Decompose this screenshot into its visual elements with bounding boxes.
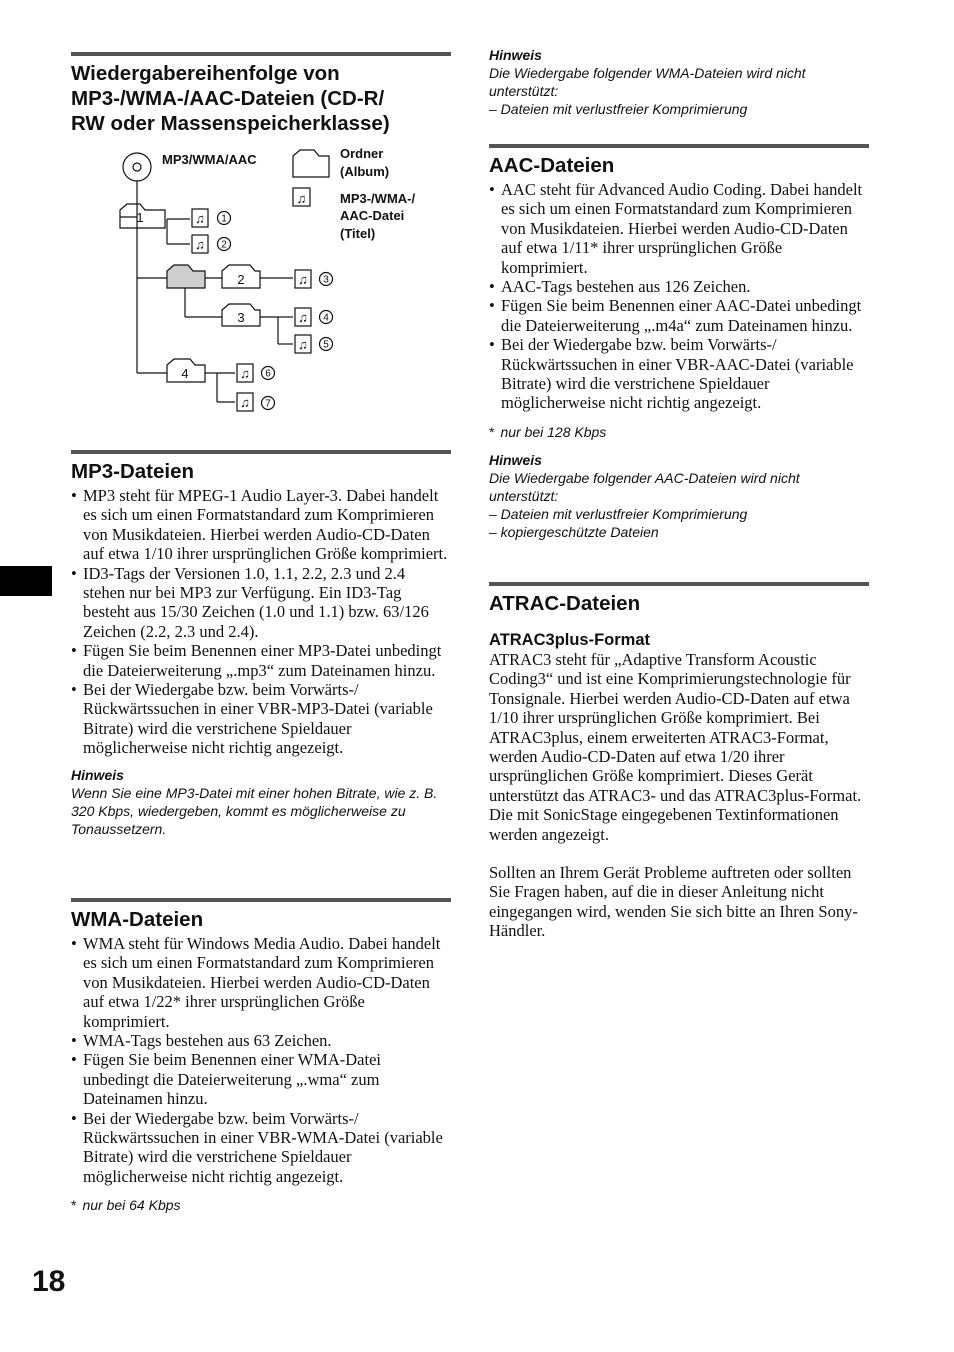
mp3-title: MP3-Dateien [71,460,195,483]
track-number: 5 [323,339,329,351]
aac-title: AAC-Dateien [489,154,615,177]
music-note-icon: ♫ [298,310,308,325]
note-line: – Dateien mit verlustfreier Komprimierung [489,101,748,117]
aac-section [489,144,869,541]
main-title-line: Wiedergabereihenfolge von [71,62,340,85]
music-note-icon: ♫ [240,395,250,410]
aac-footnote [489,423,869,441]
note-line: Die Wiedergabe folgender WMA-Dateien wird nicht unterstützt: [489,65,806,99]
note-title: Hinweis [489,451,542,468]
disc-label: MP3/WMA/AAC [162,152,257,167]
music-note-icon: ♫ [298,272,308,287]
main-title-line: RW oder Massenspeicherklasse) [71,112,390,135]
music-note-icon: ♫ [240,366,250,381]
list-item: • ID3-Tags der Versionen 1.0, 1.1, 2.2, 2.3 und 2.4 stehen nur bei MP3 zur Verfügung. Ein ID3-Tag besteht aus 15/30 Zeichen (1.0 und 1.1) bzw. 63/126 Zeichen (2.2, 2.3 und 2.4). [71,564,451,642]
folder-number: 2 [237,272,245,287]
atrac-subtitle: ATRAC3plus-Format [489,631,651,649]
folder-number: 4 [181,366,189,381]
atrac-title: ATRAC-Dateien [489,592,641,615]
chapter-tab-marker [0,566,52,596]
footnote-marker: * [71,1197,77,1214]
legend-file-label: (Titel) [340,226,376,241]
disc-icon [123,153,151,181]
list-item: • AAC steht für Advanced Audio Coding. Dabei handelt es sich um einen Formatstandard zum Komprimieren von Musikdateien. Hierbei werden Audio-CD-Daten auf etwa 1/11* ihrer ursprünglichen Größe komprimiert. [489,180,869,277]
music-note-icon: ♫ [296,191,307,206]
list-item: • Bei der Wiedergabe bzw. beim Vorwärts-/ Rückwärtssuchen in einer VBR-AAC-Datei (variable Bitrate) wird die verstrichene Spieldauer möglicherweise nicht richtig angezeigt. [489,335,869,413]
atrac-paragraph: ATRAC3 steht für „Adaptive Transform Acoustic Coding3“ und ist eine Komprimierungstechnologie für Tonsignale. Hierbei werden Audio-CD-Daten auf etwa 1/10 ihrer ursprünglichen Größe komprimiert. Bei ATRAC3plus, einem erweiterten ATRAC3-Format, werden Audio-CD-Daten auf etwa 1/20 ihrer ursprünglichen Größe komprimiert. Dieses Gerät unterstützt das ATRAC3- und das ATRAC3plus-Format. [489,650,862,805]
legend-folder-label: Ordner [340,146,384,161]
wma-note [489,46,869,118]
note-text: Wenn Sie eine MP3-Datei mit einer hohen Bitrate, wie z. B. 320 Kbps, wiedergeben, kommt es möglicherweise zu Tonaussetzern. [71,784,438,837]
mp3-section [71,450,451,838]
atrac-paragraph: Die mit SonicStage eingegebenen Textinformationen werden angezeigt. [489,805,839,844]
note-title: Hinweis [489,47,542,63]
footnote-marker: * [489,423,495,440]
track-number: 6 [265,368,271,380]
main-title-line: MP3-/WMA-/AAC-Dateien (CD-R/ [71,87,385,110]
wma-bullet-list [71,934,451,1186]
list-item: • Fügen Sie beim Benennen einer AAC-Datei unbedingt die Dateierweiterung „.m4a“ zum Dateinamen hinzu. [489,296,869,335]
track-number: 3 [323,274,329,286]
music-note-icon: ♫ [195,237,205,252]
track-number: 2 [221,239,227,251]
folder-number: 3 [237,310,245,325]
note-line: – kopiergeschützte Dateien [489,523,659,540]
note-title: Hinweis [71,766,124,783]
list-item: • MP3 steht für MPEG-1 Audio Layer-3. Dabei handelt es sich um einen Formatstandard zum Komprimieren von Musikdateien. Hierbei werden Audio-CD-Daten auf etwa 1/10 ihrer ursprünglichen Größe komprimiert. [71,486,451,564]
folder-legend-icon [293,150,329,177]
main-section [71,52,451,136]
folder-number: 1 [136,210,144,225]
list-item: • Bei der Wiedergabe bzw. beim Vorwärts-/ Rückwärtssuchen in einer VBR-WMA-Datei (variable Bitrate) wird die verstrichene Spieldauer möglicherweise nicht richtig angezeigt. [71,1109,451,1187]
legend-file-label: MP3-/WMA-/ [340,191,416,206]
aac-bullet-list [489,180,869,413]
list-item: • Fügen Sie beim Benennen einer WMA-Datei unbedingt die Dateierweiterung „.wma“ zum Dateinamen hinzu. [71,1050,451,1108]
track-number: 1 [221,213,227,225]
wma-section [71,898,451,1214]
list-item: • AAC-Tags bestehen aus 126 Zeichen. [489,277,869,296]
note-line: – Dateien mit verlustfreier Komprimierung [489,505,748,522]
list-item: • WMA steht für Windows Media Audio. Dabei handelt es sich um einen Formatstandard zum Komprimieren von Musikdateien. Hierbei werden Audio-CD-Daten auf etwa 1/22* ihrer ursprünglichen Größe komprimiert. [71,934,451,1031]
list-item: • WMA-Tags bestehen aus 63 Zeichen. [71,1031,451,1050]
main-title [71,56,451,136]
footnote-text: nur bei 64 Kbps [82,1197,181,1214]
list-item: • Fügen Sie beim Benennen einer MP3-Datei unbedingt die Dateierweiterung „.mp3“ zum Dateinamen hinzu. [71,641,451,680]
music-note-icon: ♫ [298,337,308,352]
mp3-bullet-list [71,486,451,758]
note-line: Die Wiedergabe folgender AAC-Dateien wird nicht unterstützt: [489,469,800,504]
wma-title: WMA-Dateien [71,908,204,931]
page-number: 18 [32,1265,66,1298]
legend-file-label: AAC-Datei [340,208,405,223]
playback-order-diagram [110,140,450,425]
track-number: 4 [323,312,329,324]
legend-folder-label: (Album) [340,164,390,179]
list-item: • Bei der Wiedergabe bzw. beim Vorwärts-/ Rückwärtssuchen in einer VBR-MP3-Datei (variable Bitrate) wird die verstrichene Spieldauer möglicherweise nicht richtig angezeigt. [71,680,451,758]
wma-footnote [71,1196,451,1214]
atrac-section [489,582,869,941]
footnote-text: nur bei 128 Kbps [500,423,607,440]
music-note-icon: ♫ [195,211,205,226]
track-number: 7 [265,398,271,410]
closing-paragraph: Sollten an Ihrem Gerät Probleme auftreten oder sollten Sie Fragen haben, auf die in dieser Anleitung nicht eingegangen wird, wenden Sie sich bitte an Ihren Sony-Händler. [489,863,858,941]
folder-icon [167,265,205,288]
